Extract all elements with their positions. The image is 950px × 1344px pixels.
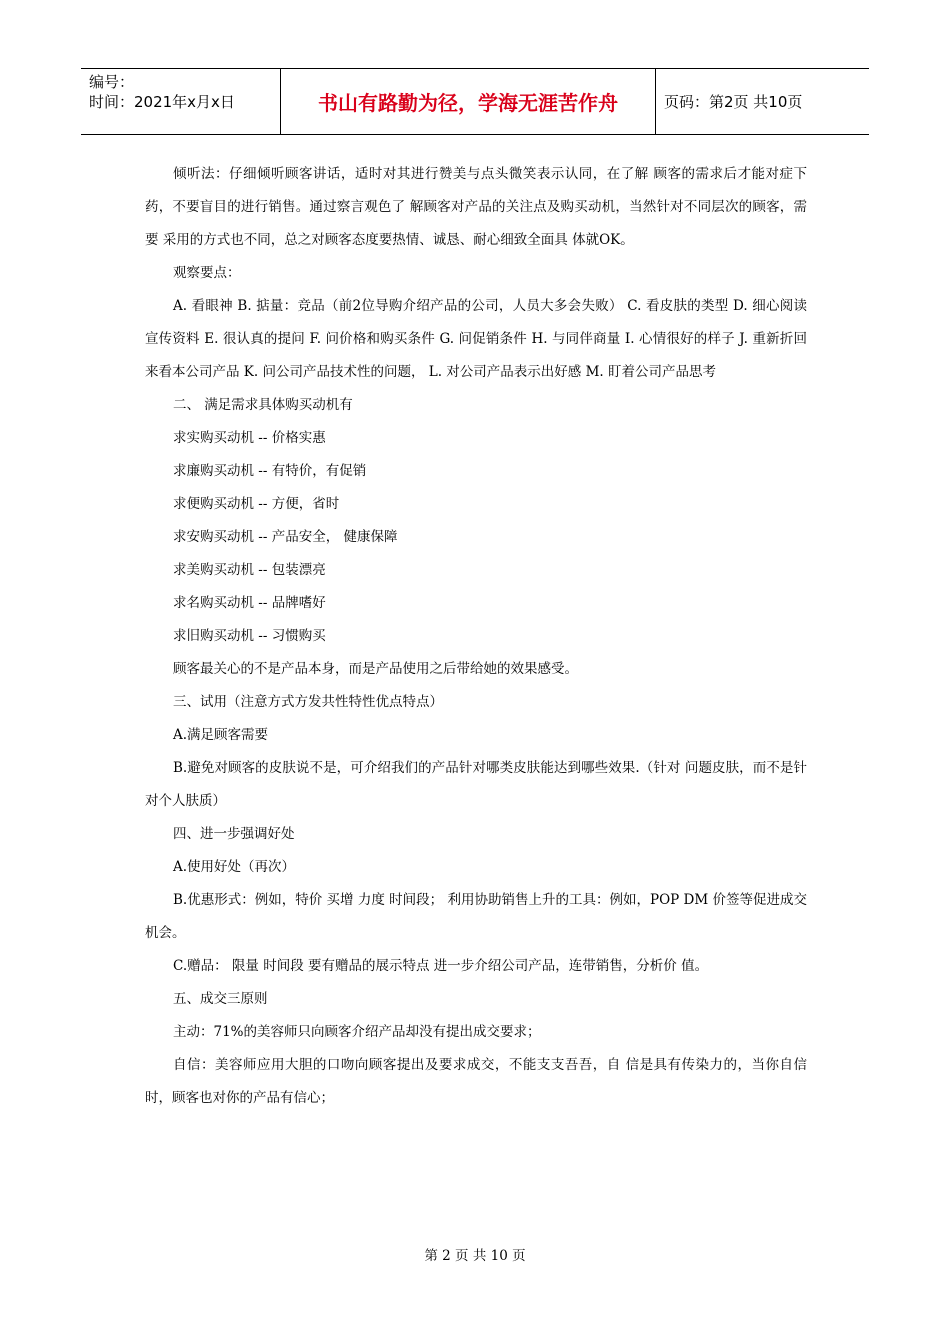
paragraph-observation-list: A. 看眼神 B. 掂量：竞品（前2位导购介绍产品的公司，人员大多会失败） C. 看皮肤的类型 D. 细心阅读宣传资料 E. 很认真的提问 F. 问价格和购买条件 G. 问促销条件 H. 与同伴商量 I. 心情很好的样子 J. 重新折回来看本公司产品 K. 问公司产品技术性的问题， L. 对公司产品表示出好感 M. 盯着公司产品思考 — [145, 298, 807, 380]
document-body — [145, 158, 807, 1115]
list-item: 自信：美容师应用大胆的口吻向顾客提出及要求成交，不能支支吾吾，自 信是具有传染力的，当你自信时，顾客也对你的产品有信心； — [145, 1057, 807, 1106]
list-item: 求实购买动机 -- 价格实惠 — [173, 430, 326, 446]
list-item: 主动：71%的美容师只向顾客介绍产品却没有提出成交要求； — [173, 1024, 541, 1040]
list-item: 求便购买动机 -- 方便，省时 — [173, 496, 340, 512]
list-item: C.赠品： 限量 时间段 要有赠品的展示特点 进一步介绍公司产品，连带销售，分析价 值。 — [173, 958, 709, 974]
header-info-cell — [81, 69, 281, 134]
document-date-label: 时间：2021年x月x日 — [89, 93, 235, 111]
list-item: 求安购买动机 -- 产品安全， 健康保障 — [173, 529, 398, 545]
paragraph-listening-method: 倾听法：仔细倾听顾客讲话，适时对其进行赞美与点头微笑表示认同，在了解 顾客的需求后才能对症下药，不要盲目的进行销售。通过察言观色了 解顾客对产品的关注点及购买动机，当然针对不同层次的顾客，需要 采用的方式也不同，总之对顾客态度要热情、诚恳、耐心细致全面具 体就OK。 — [145, 166, 807, 248]
list-item: B.避免对顾客的皮肤说不是，可介绍我们的产品针对哪类皮肤能达到哪些效果.（针对 问题皮肤，而不是针对个人肤质） — [145, 760, 807, 809]
list-item: 求美购买动机 -- 包装漂亮 — [173, 562, 326, 578]
list-item: 求旧购买动机 -- 习惯购买 — [173, 628, 326, 644]
page-header — [81, 68, 869, 135]
page-footer: 第 2 页 共 10 页 — [424, 1248, 526, 1264]
list-item: A.满足顾客需要 — [173, 727, 269, 743]
list-item: B.优惠形式：例如，特价 买增 力度 时间段； 利用协助销售上升的工具：例如，POP DM 价签等促进成交机会。 — [145, 892, 807, 941]
header-page-number: 页码：第2页 共10页 — [664, 93, 803, 111]
list-item: 求廉购买动机 -- 有特价，有促销 — [173, 463, 367, 479]
section-heading-3: 三、试用（注意方式方发共性特性优点特点） — [173, 694, 443, 710]
section-heading-5: 五、成交三原则 — [173, 991, 268, 1007]
document-number-label: 编号： — [89, 73, 135, 91]
list-item: 求名购买动机 -- 品牌嗜好 — [173, 595, 326, 611]
list-item: A.使用好处（再次） — [173, 859, 296, 875]
heading-observation-points: 观察要点： — [173, 265, 241, 281]
section-heading-4: 四、进一步强调好处 — [173, 826, 295, 842]
paragraph-customer-concern: 顾客最关心的不是产品本身，而是产品使用之后带给她的效果感受。 — [173, 661, 578, 677]
header-motto: 书山有路勤为径，学海无涯苦作舟 — [281, 69, 656, 134]
section-heading-2: 二、 满足需求具体购买动机有 — [173, 397, 353, 413]
